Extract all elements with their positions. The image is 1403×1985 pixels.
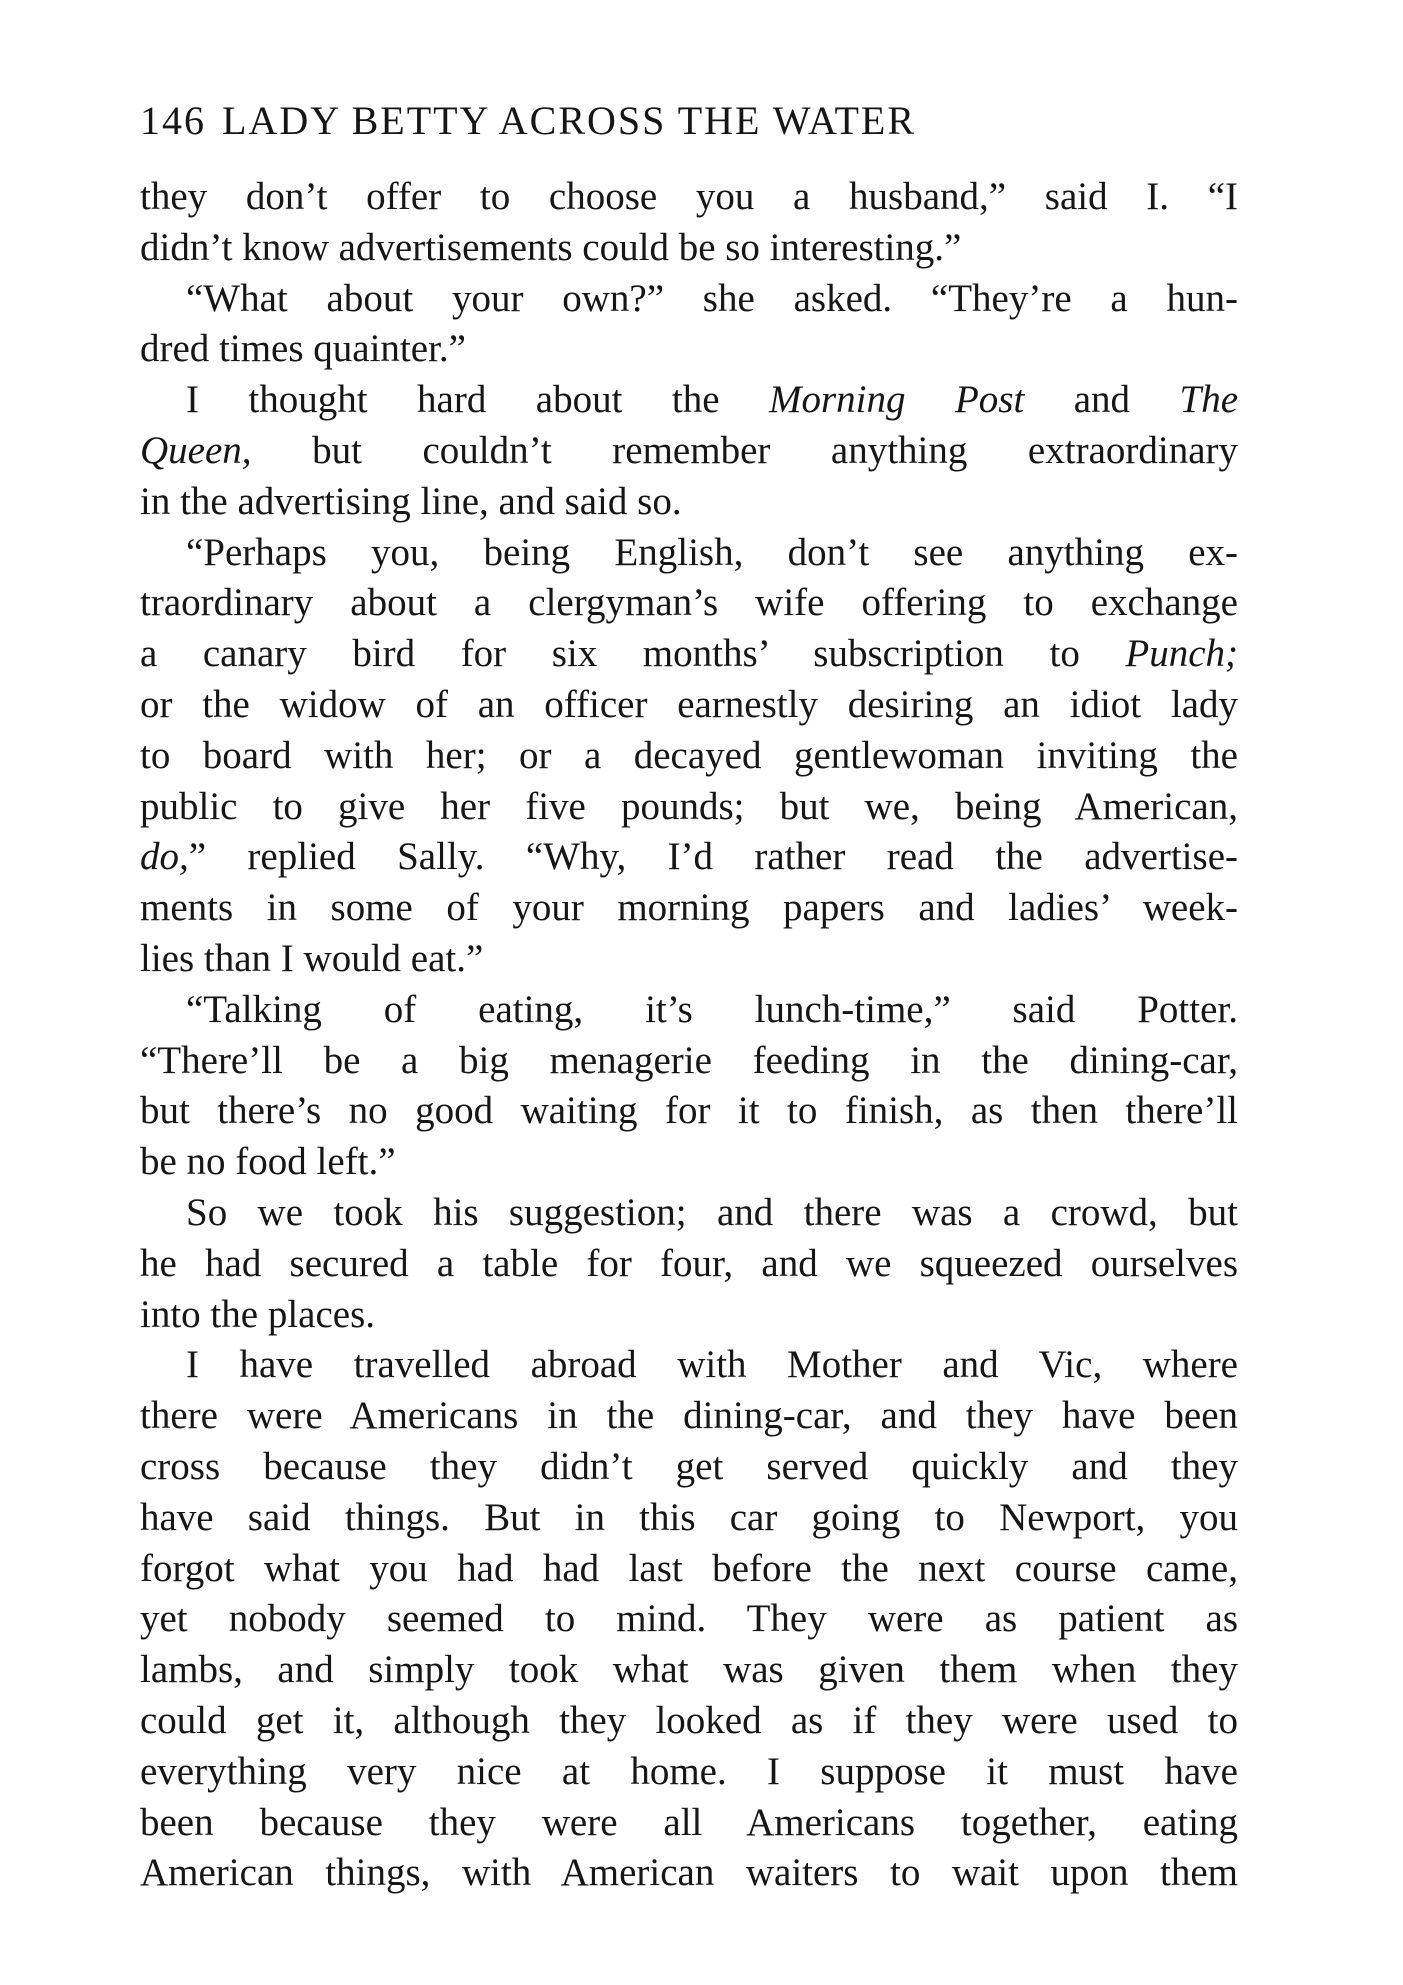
text-run: he had secured a table for four, and we squeezed ourselves xyxy=(140,1241,1238,1285)
text-line xyxy=(140,1848,1238,1899)
text-line xyxy=(140,1391,1238,1442)
page-number: 146 xyxy=(140,98,206,143)
text-line xyxy=(140,1442,1238,1493)
text-run: but couldn’t remember anything extraordinary xyxy=(251,428,1238,472)
text-run: “What about your own?” she asked. “They’re a hun- xyxy=(186,276,1238,320)
text-line xyxy=(140,477,1238,528)
text-run: be no food left.” xyxy=(140,1140,396,1184)
text-run: didn’t know advertisements could be so interesting.” xyxy=(140,225,962,269)
text-run: there were Americans in the dining-car, and they have been xyxy=(140,1394,1238,1438)
running-title: LADY BETTY ACROSS THE WATER xyxy=(222,98,917,143)
text-run: ments in some of your morning papers and ladies’ week- xyxy=(140,886,1238,930)
body-text xyxy=(140,172,1238,1899)
text-line xyxy=(140,1594,1238,1645)
text-run: and xyxy=(1024,378,1180,422)
text-run: have said things. But in this car going to Newport, you xyxy=(140,1495,1238,1539)
text-run: ” replied Sally. “Why, I’d rather read the advertise- xyxy=(188,835,1238,879)
text-run: So we took his suggestion; and there was a crowd, but xyxy=(186,1190,1238,1234)
text-line xyxy=(140,731,1238,782)
text-line xyxy=(140,629,1238,680)
text-run: I thought hard about the xyxy=(186,378,769,422)
text-run: but there’s no good waiting for it to finish, as then there’ll xyxy=(140,1089,1238,1133)
text-run: traordinary about a clergyman’s wife offering to exchange xyxy=(140,581,1238,625)
text-line xyxy=(140,1645,1238,1696)
italic-title: Queen, xyxy=(140,428,252,472)
text-run: into the places. xyxy=(140,1292,376,1336)
text-line xyxy=(140,375,1238,426)
text-line xyxy=(140,1747,1238,1798)
italic-word: do, xyxy=(140,835,189,879)
text-run: “Perhaps you, being English, don’t see anything ex- xyxy=(186,530,1238,574)
text-line xyxy=(140,1544,1238,1595)
italic-title: The xyxy=(1179,378,1239,422)
text-run: I have travelled abroad with Mother and Vic, where xyxy=(186,1343,1238,1387)
text-line xyxy=(140,985,1238,1036)
text-run: public to give her five pounds; but we, being American, xyxy=(140,784,1238,828)
text-line xyxy=(140,1340,1238,1391)
text-line xyxy=(140,883,1238,934)
text-line xyxy=(140,324,1238,375)
text-run: or the widow of an officer earnestly desiring an idiot lady xyxy=(140,682,1238,726)
text-line xyxy=(140,1798,1238,1849)
text-line xyxy=(140,1188,1238,1239)
text-run: been because they were all Americans together, eating xyxy=(140,1800,1238,1844)
text-line xyxy=(140,782,1238,833)
text-run: they don’t offer to choose you a husband,” said I. “I xyxy=(140,175,1238,218)
text-line xyxy=(140,1239,1238,1290)
text-line xyxy=(140,1493,1238,1544)
text-run: lambs, and simply took what was given them when they xyxy=(140,1648,1238,1692)
text-run: could get it, although they looked as if they were used to xyxy=(140,1698,1238,1742)
text-line xyxy=(140,528,1238,579)
text-line xyxy=(140,172,1238,223)
text-run: yet nobody seemed to mind. They were as patient as xyxy=(140,1597,1238,1641)
italic-title: Morning Post xyxy=(769,378,1025,422)
text-run: “There’ll be a big menagerie feeding in the dining-car, xyxy=(140,1038,1238,1082)
text-line xyxy=(140,223,1238,274)
text-line xyxy=(140,1036,1238,1087)
text-line xyxy=(140,274,1238,325)
text-run: in the advertising line, and said so. xyxy=(140,479,682,523)
text-line xyxy=(140,832,1238,883)
text-line xyxy=(140,1290,1238,1341)
text-line xyxy=(140,1137,1238,1188)
text-run: a canary bird for six months’ subscription to xyxy=(140,632,1126,676)
text-line xyxy=(140,1086,1238,1137)
text-run: to board with her; or a decayed gentlewoman inviting the xyxy=(140,733,1238,777)
text-run: cross because they didn’t get served quickly and they xyxy=(140,1444,1238,1488)
text-run: everything very nice at home. I suppose it must have xyxy=(140,1749,1238,1793)
running-header xyxy=(140,96,1240,146)
text-line xyxy=(140,934,1238,985)
text-run: forgot what you had had last before the next course came, xyxy=(140,1546,1238,1590)
text-line xyxy=(140,426,1238,477)
text-run: American things, with American waiters to wait upon them xyxy=(140,1851,1238,1895)
italic-title: Punch; xyxy=(1125,632,1238,676)
text-run: “Talking of eating, it’s lunch-time,” said Potter. xyxy=(186,987,1238,1031)
text-line xyxy=(140,680,1238,731)
text-line xyxy=(140,578,1238,629)
text-run: lies than I would eat.” xyxy=(140,936,484,980)
text-line xyxy=(140,1696,1238,1747)
text-run: dred times quainter.” xyxy=(140,327,466,371)
